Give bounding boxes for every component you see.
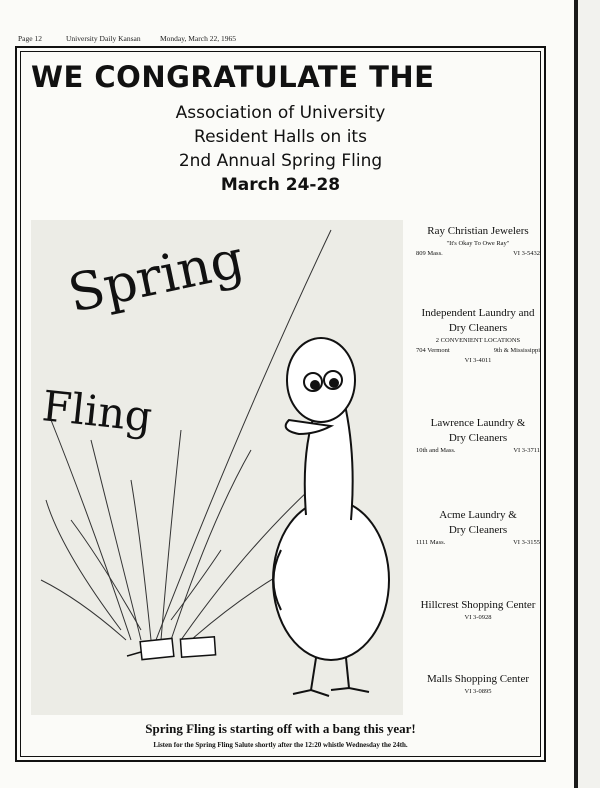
page-number: Page 12 (18, 34, 42, 43)
sponsor-address: 1111 Mass. (416, 539, 446, 546)
sponsor-name: Ray Christian Jewelers (427, 225, 529, 237)
sponsor-address-2: 9th & Mississippi (493, 347, 540, 354)
spring-lettering: Spring (63, 229, 250, 325)
sponsor-phone: VI 3-0895 (464, 688, 492, 695)
sponsor-hillcrest (412, 598, 544, 623)
adjacent-page-edge (578, 0, 600, 788)
sponsor-malls (412, 672, 544, 697)
spring-fling-illustration (31, 220, 403, 715)
sponsor-name: Acme Laundry & (439, 509, 517, 521)
sponsor-address-row (412, 538, 544, 548)
paper-name: University Daily Kansan (66, 34, 141, 43)
fling-lettering: Fling (39, 381, 155, 442)
sponsor-name-2: Dry Cleaners (448, 432, 508, 444)
footer-tagline: Spring Fling is starting off with a bang this year! (145, 721, 416, 736)
sponsor-address-row (412, 446, 544, 456)
sponsor-lawrence-laundry (412, 416, 544, 456)
sponsor-address: 809 Mass. (416, 250, 443, 257)
sponsor-tagline: 2 CONVENIENT LOCATIONS (435, 337, 521, 344)
subheadline-3: 2nd Annual Spring Fling (178, 151, 383, 171)
sponsor-acme-laundry (412, 508, 544, 548)
footer-note: Listen for the Spring Fling Salute shortly after the 12:20 whistle Wednesday the 24th. (153, 741, 408, 749)
subheadline-dates: March 24-28 (220, 175, 341, 195)
subheadline-1: Association of University (175, 103, 386, 123)
sponsor-tagline: "It's Okay To Owe Ray" (446, 240, 510, 247)
ad-frame (15, 46, 546, 762)
sponsor-phone: VI 3-3711 (513, 447, 540, 454)
sponsor-name: Independent Laundry and (421, 307, 535, 319)
sponsor-name-2: Dry Cleaners (448, 524, 508, 536)
sponsor-name-2: Dry Cleaners (448, 322, 508, 334)
sponsor-phone: VI 3-4011 (464, 357, 492, 364)
sponsor-name: Hillcrest Shopping Center (420, 599, 536, 611)
sponsor-address: 10th and Mass. (416, 447, 456, 454)
sponsor-phone: VI 3-0928 (464, 614, 492, 621)
sponsor-phone: VI 3-5432 (513, 250, 540, 257)
subheadline-2: Resident Halls on its (194, 127, 367, 147)
headline: WE CONGRATULATE THE (31, 60, 435, 94)
sponsor-name: Lawrence Laundry & (430, 417, 526, 429)
issue-date: Monday, March 22, 1965 (160, 34, 236, 43)
sponsor-independent-laundry (412, 306, 544, 366)
sponsor-phone: VI 3-3155 (513, 539, 540, 546)
sponsor-name: Malls Shopping Center (426, 673, 530, 685)
sponsor-ray-christian (412, 224, 544, 259)
sponsor-address: 704 Vermont (416, 347, 450, 354)
sponsor-address-row (412, 249, 544, 259)
sponsor-address-row (412, 346, 544, 356)
